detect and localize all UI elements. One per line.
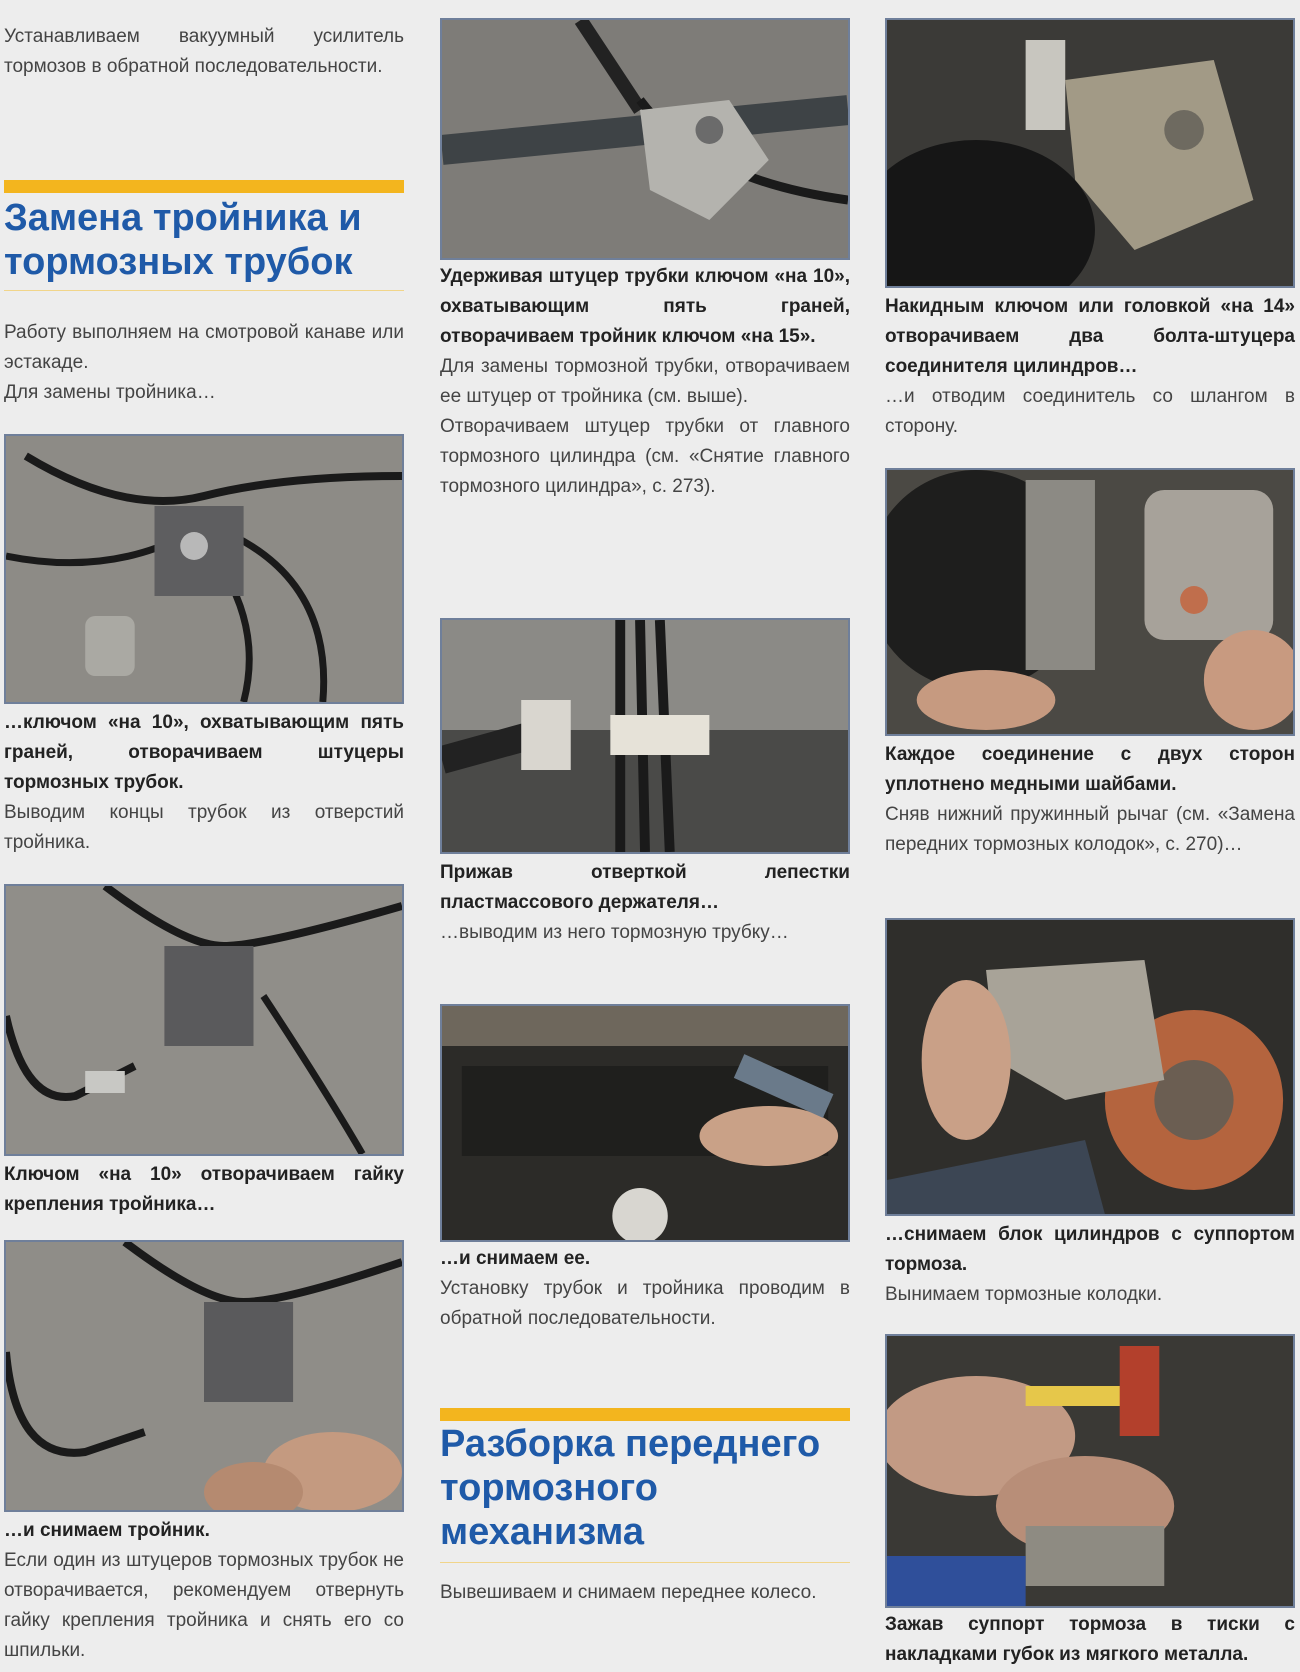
photo-plastic-holder (440, 618, 850, 854)
section-heading-tee: Замена тройника и тормозных трубок (4, 197, 362, 283)
caption-block-4: Удерживая штуцер трубки ключом «на 10», охватывающим пять граней, отворачиваем тройник ключом «на 15». Для замены тормозной трубки, отворачиваем ее штуцер от тройника (см. выше). Отворачиваем штуцер трубки от главного тормозного цилиндра (см. «Снятие главного тормозного цилиндра», с. 273). (440, 266, 850, 497)
heading-rule (440, 1562, 850, 1563)
photo-cylinder-block (885, 918, 1295, 1216)
photo-brake-tee-1 (4, 434, 404, 704)
caption-block-9: …снимаем блок цилиндров с суппортом тормоза. Вынимаем тормозные колодки. (885, 1224, 1295, 1305)
caption-block-7: Накидным ключом или головкой «на 14» отворачиваем два болта-штуцера соединителя цилиндров… …и отводим соединитель со шлангом в сторону. (885, 296, 1295, 437)
photo-caliper-bolts (885, 18, 1295, 288)
caption-block-2: Ключом «на 10» отворачиваем гайку крепления тройника… (4, 1164, 404, 1215)
intro-text: Устанавливаем вакуумный усилитель тормозов в обратной последовательности. (4, 26, 404, 77)
photo-copper-washers (885, 468, 1295, 736)
section-heading-disassembly: Разборка переднего тормозного механизма (440, 1423, 821, 1553)
caption-block-8: Каждое соединение с двух сторон уплотнено медными шайбами. Сняв нижний пружинный рычаг (см. «Замена передних тормозных колодок», с. 270)… (885, 744, 1295, 855)
text-block: Вывешиваем и снимаем переднее колесо. (440, 1582, 817, 1603)
text-block: Работу выполняем на смотровой канаве или эстакаде. Для замены тройника… (4, 322, 404, 403)
photo-vise-caliper (885, 1334, 1295, 1608)
photo-brake-tee-3 (4, 1240, 404, 1512)
caption-block-10: Зажав суппорт тормоза в тиски с накладками губок из мягкого металла. (885, 1614, 1295, 1665)
photo-brake-tee-2 (4, 884, 404, 1156)
caption-block-5: Прижав отверткой лепестки пластмассового держателя… …выводим из него тормозную трубку… (440, 862, 850, 943)
photo-remove-tube (440, 1004, 850, 1242)
caption-block-1: …ключом «на 10», охватывающим пять граней, отворачиваем штуцеры тормозных трубок. Выводим концы трубок из отверстий тройника. (4, 712, 404, 853)
photo-tee-wrench (440, 18, 850, 260)
accent-bar (4, 180, 404, 193)
caption-block-3: …и снимаем тройник. Если один из штуцеров тормозных трубок не отворачивается, рекомендуем отвернуть гайку крепления тройника и снять его со шпильки. (4, 1520, 404, 1661)
heading-rule (4, 290, 404, 291)
caption-block-6: …и снимаем ее. Установку трубок и тройника проводим в обратной последовательности. (440, 1248, 850, 1329)
accent-bar (440, 1408, 850, 1421)
